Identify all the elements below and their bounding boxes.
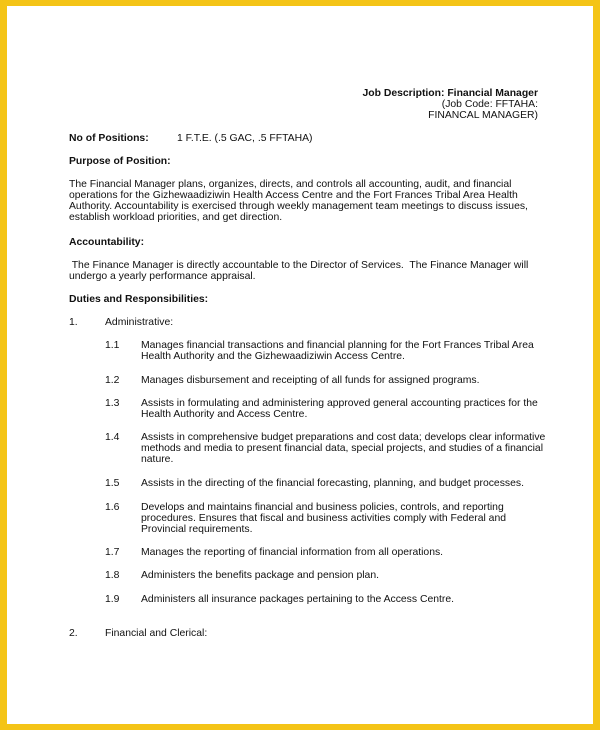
purpose-line: The Financial Manager plans, organizes, directs, and controls all accounting, audit, and financial xyxy=(69,179,512,190)
item-line: Develops and maintains financial and business policies, controls, and reporting xyxy=(141,502,504,513)
document-page xyxy=(7,6,593,724)
item-number: 1.1 xyxy=(105,340,120,351)
positions-label: No of Positions: xyxy=(69,133,149,144)
item-line: nature. xyxy=(141,454,174,465)
item-number: 1.9 xyxy=(105,594,120,605)
item-line: Administers all insurance packages pertaining to the Access Centre. xyxy=(141,594,455,605)
document-title: Job Description: Financial Manager xyxy=(362,88,538,99)
positions-value: 1 F.T.E. (.5 GAC, .5 FFTAHA) xyxy=(177,133,313,144)
job-code-line-1: (Job Code: FFTAHA: xyxy=(441,99,538,110)
job-code-line-2: FINANCAL MANAGER) xyxy=(428,110,538,121)
item-line: methods and media to present financial data, special projects, and studies of a financial xyxy=(141,443,544,454)
item-number: 1.7 xyxy=(105,547,120,558)
item-number: 1.2 xyxy=(105,375,120,386)
duties-heading: Duties and Responsibilities: xyxy=(69,294,209,305)
item-line: Assists in the directing of the financial forecasting, planning, and budget processes. xyxy=(141,478,524,489)
item-number: 1.4 xyxy=(105,432,120,443)
purpose-line: Authority. Accountability is exercised through weekly management team meetings to discuss issues, xyxy=(69,201,528,212)
item-line: Provincial requirements. xyxy=(141,524,253,535)
item-line: procedures. Ensures that fiscal and business activities comply with Federal and xyxy=(141,513,507,524)
item-line: Assists in comprehensive budget preparations and cost data; develops clear informative xyxy=(141,432,546,443)
section-title: Financial and Clerical: xyxy=(105,628,208,639)
item-line: Manages the reporting of financial information from all operations. xyxy=(141,547,444,558)
accountability-heading: Accountability: xyxy=(69,237,145,248)
item-number: 1.8 xyxy=(105,570,120,581)
purpose-heading: Purpose of Position: xyxy=(69,156,171,167)
item-number: 1.3 xyxy=(105,398,120,409)
accountability-line: undergo a yearly performance appraisal. xyxy=(69,271,256,282)
item-number: 1.6 xyxy=(105,502,120,513)
purpose-line: establish workload priorities, and get direction. xyxy=(69,212,283,223)
item-number: 1.5 xyxy=(105,478,120,489)
item-line: Assists in formulating and administering approved general accounting practices for the xyxy=(141,398,538,409)
item-line: Manages financial transactions and financial planning for the Fort Frances Tribal Area xyxy=(141,340,534,351)
item-line: Health Authority and Access Centre. xyxy=(141,409,308,420)
item-line: Health Authority and the Gizhewaadiziwin Access Centre. xyxy=(141,351,405,362)
item-line: Manages disbursement and receipting of all funds for assigned programs. xyxy=(141,375,480,386)
accountability-line: The Finance Manager is directly accountable to the Director of Services. The Finance Manager will xyxy=(69,260,529,271)
purpose-line: operations for the Gizhewaadiziwin Health Access Centre and the Fort Frances Tribal Area Health xyxy=(69,190,518,201)
section-title: Administrative: xyxy=(105,317,174,328)
section-number: 1. xyxy=(69,317,78,328)
item-line: Administers the benefits package and pension plan. xyxy=(141,570,379,581)
section-number: 2. xyxy=(69,628,78,639)
